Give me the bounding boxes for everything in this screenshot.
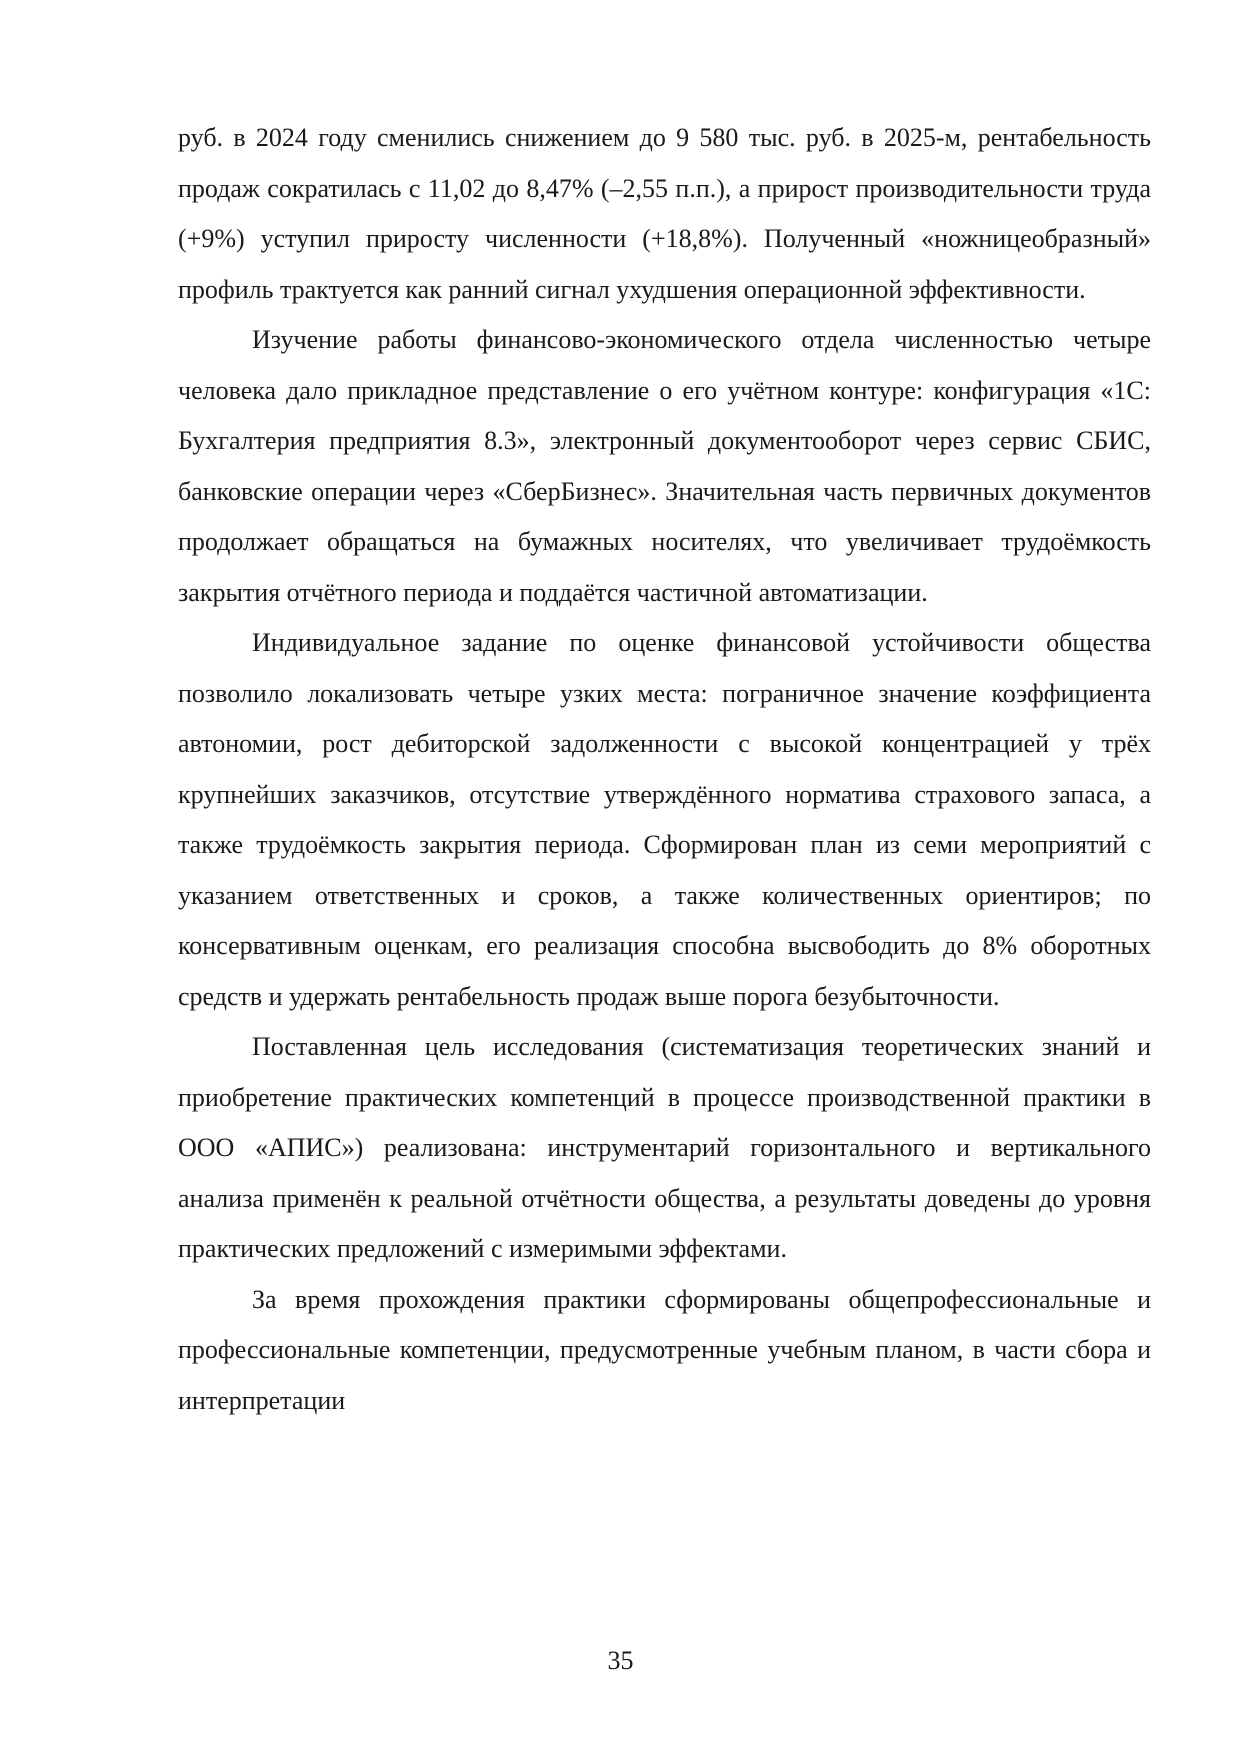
paragraph-finance-department: Изучение работы финансово-экономического отдела численностью четыре человека дало прикладное представление о его учётном контуре: конфигурация «1С: Бухгалтерия предприятия 8.3», электронный документооборот через сервис СБИС, банковские операции через «СберБизнес». Значительная часть первичных документов продолжает обращаться на бумажных носителях, что увеличивает трудоёмкость закрытия отчётного периода и поддаётся частичной автоматизации. xyxy=(178,325,1151,607)
paragraph-competencies: За время прохождения практики сформированы общепрофессиональные и профессиональные компетенции, предусмотренные учебным планом, в части сбора и интерпретации xyxy=(178,1284,1151,1415)
body-text xyxy=(178,113,1151,1426)
paragraph-research-goal: Поставленная цель исследования (систематизация теоретических знаний и приобретение практических компетенций в процессе производственной практики в ООО «АПИС») реализована: инструментарий горизонтального и вертикального анализа применён к реальной отчётности общества, а результаты доведены до уровня практических предложений с измеримыми эффектами. xyxy=(178,1032,1151,1263)
page-number: 35 xyxy=(607,1646,634,1675)
paragraph-continuation: руб. в 2024 году сменились снижением до 9 580 тыс. руб. в 2025-м, рентабельность продаж сократилась с 11,02 до 8,47% (–2,55 п.п.), а прирост производительности труда (+9%) уступил приросту численности (+18,8%). Полученный «ножницеобразный» профиль трактуется как ранний сигнал ухудшения операционной эффективности. xyxy=(178,123,1151,304)
paragraph-individual-task: Индивидуальное задание по оценке финансовой устойчивости общества позволило локализовать четыре узких места: пограничное значение коэффициента автономии, рост дебиторской задолженности с высокой концентрацией у трёх крупнейших заказчиков, отсутствие утверждённого норматива страхового запаса, а также трудоёмкость закрытия периода. Сформирован план из семи мероприятий с указанием ответственных и сроков, а также количественных ориентиров; по консервативным оценкам, его реализация способна высвободить до 8% оборотных средств и удержать рентабельность продаж выше порога безубыточности. xyxy=(178,628,1151,1011)
